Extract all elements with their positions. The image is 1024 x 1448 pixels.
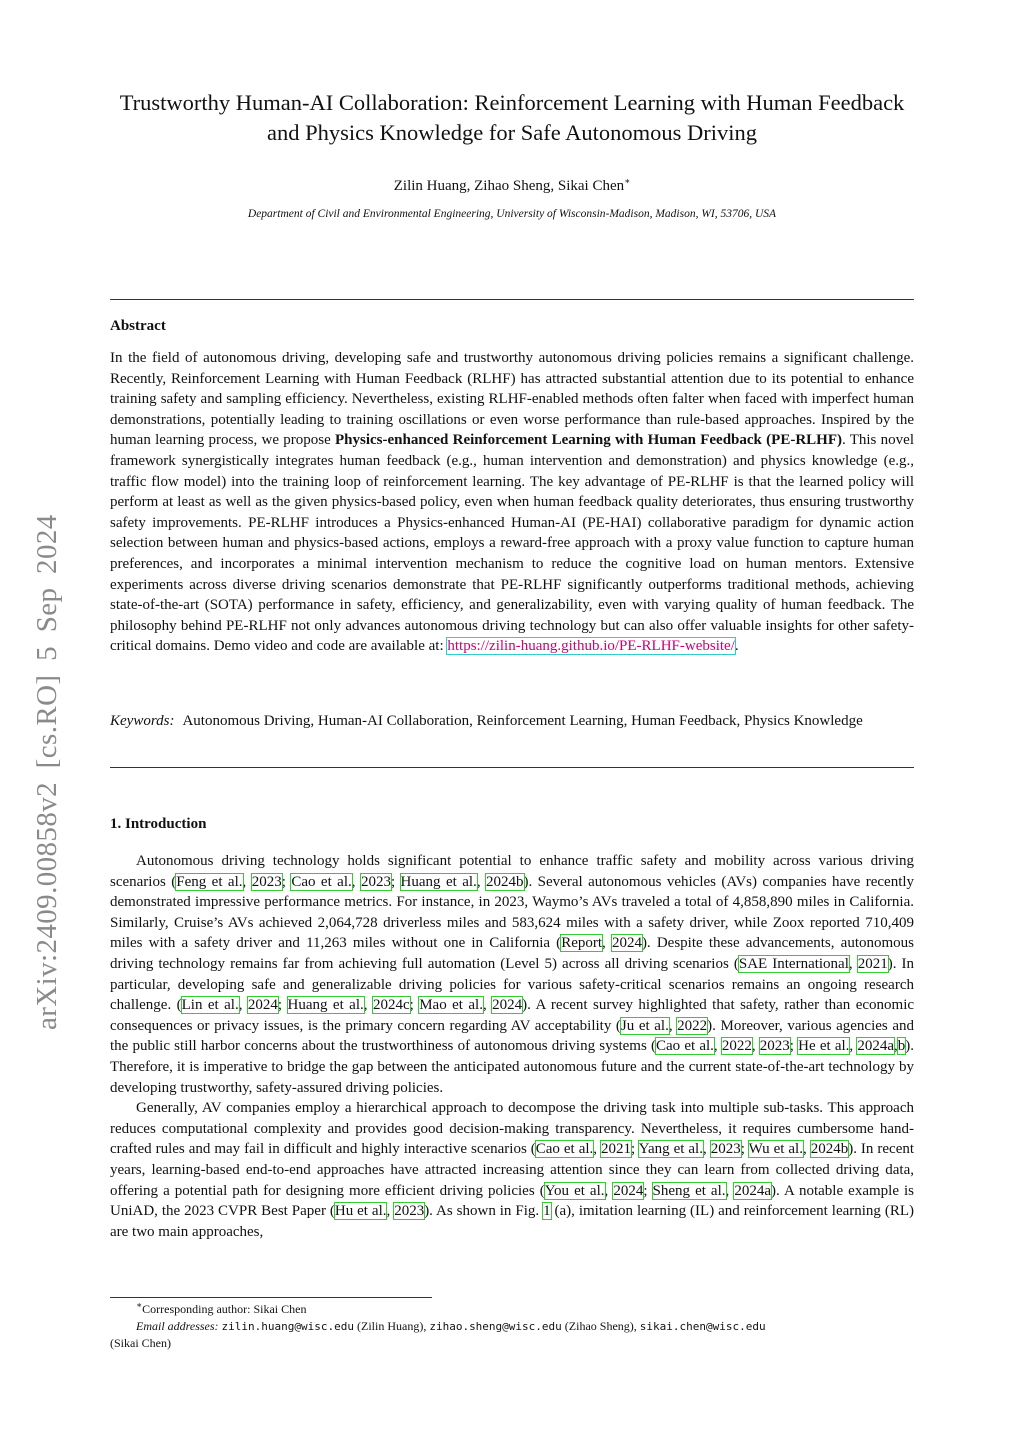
keywords-label: Keywords: [110,713,175,729]
author-list [110,176,914,196]
paragraph-text: ; [281,873,292,890]
citation-link[interactable]: 2023 [759,1038,790,1055]
citation-link[interactable]: Report [561,935,603,952]
citation-link[interactable]: Cao et al. [535,1141,594,1158]
citation-link[interactable]: 2024b [486,873,524,890]
abstract-bottom-rule [110,767,914,768]
paragraph-text: , [604,1182,614,1199]
paragraph-text: ; [390,873,401,890]
paragraph-text: , [751,1038,760,1055]
citation-link[interactable]: Hu et al. [334,1203,387,1220]
paragraph-text: , [894,1038,898,1055]
citation-link[interactable]: 2024 [613,1182,644,1199]
paragraph-text: , [363,997,373,1014]
email-owner: (Sikai Chen) [110,1336,171,1350]
keywords-text: Autonomous Driving, Human-AI Collaboration, Reinforcement Learning, Human Feedback, Physics Knowledge [182,713,863,729]
keywords [110,711,914,732]
email-owner: (Zihao Sheng), [564,1318,637,1333]
email-address[interactable]: sikai.chen@wisc.edu [639,1319,766,1333]
paragraph-text: , [668,1017,678,1034]
abstract-heading: Abstract [110,318,166,334]
section-heading-introduction: 1. Introduction [110,816,207,832]
citation-link[interactable]: 2022 [677,1017,708,1034]
abstract-body [110,348,914,657]
citation-link[interactable]: Ju et al. [620,1017,669,1034]
intro-paragraph-1 [110,851,914,1098]
paragraph-text: , [482,997,493,1014]
citation-link[interactable]: Lin et al. [181,997,239,1014]
citation-link[interactable]: Mao et al. [419,997,483,1014]
paragraph-text: ). Despite these advancements, autonomous driving technology remains far from achieving full automation (Level 5) across all driving scenarios ( [110,935,915,972]
citation-link[interactable]: 2022 [721,1038,752,1055]
paragraph-text: , [713,1038,722,1055]
citation-link[interactable]: 2021 [601,1141,632,1158]
citation-link[interactable]: 2024a [857,1038,895,1055]
abstract-text-1: In the field of autonomous driving, developing safe and trustworthy autonomous driving policies remains a significant challenge. Recently, Reinforcement Learning with Human Feedback (RLHF) has attracted substantial attention due to its potential to enhance training safety and sampling efficiency. Nevertheless, existing RLHF-enabled methods often falter when faced with imperfect human demonstrations, potentially leading to training oscillations or even worse performance than rule-based approaches. Inspired by the human learning process, we propose [110,350,914,449]
paragraph-text: , [242,873,252,890]
footnote-corresponding [110,1301,914,1318]
citation-link[interactable]: Huang et al. [287,997,364,1014]
paragraph-text: ). Several autonomous vehicles (AVs) companies have recently demonstrated impressive performance metrics. For instance, in 2023, Waymo’s AVs traveled a total of 4,858,890 miles in California. Similarly, Cruise’s AVs achieved 2,064,728 driverless miles and 583,624 miles with a safety driver, while Zoox reported 710,409 miles with a safety driver and 11,263 miles without one in California ( [110,873,915,952]
paragraph-text: ). In recent years, learning-based end-to-end approaches have attracted increasing attention since they can learn from collected driving data, offering a potential path for designing more efficient driving policies ( [110,1141,915,1199]
citation-link[interactable]: 2023 [251,873,282,890]
abstract-top-rule [110,299,914,300]
paragraph-text: , [702,1141,711,1158]
corresponding-mark[interactable]: ∗ [624,176,631,186]
paragraph-text: Generally, AV companies employ a hierarchical approach to decompose the driving task into multiple sub-tasks. This approach reduces computational complexity and provides good decision-making transparency. Nevertheless, it requires cumbersome hand-crafted rules and may fail in difficult and highly interactive scenarios ( [110,1100,914,1158]
paragraph-text: ; [277,997,288,1014]
citation-link[interactable]: Sheng et al. [652,1182,726,1199]
citation-link[interactable]: 2024 [247,997,278,1014]
footnote-emails [110,1318,914,1336]
introduction-body [110,851,914,1242]
citation-link[interactable]: Wu et al. [748,1141,803,1158]
paragraph-text: ). Moreover, various agencies and the public still harbor concerns about the trustworthiness of autonomous driving systems ( [110,1017,914,1055]
paper-title: Trustworthy Human-AI Collaboration: Reinforcement Learning with Human Feedback and Physics Knowledge for Safe Autonomous Driving [119,90,905,145]
author-names: Zilin Huang, Zihao Sheng, Sikai Chen [393,178,625,194]
citation-link[interactable]: 2021 [857,955,888,972]
citation-link[interactable]: Cao et al. [291,873,352,890]
citation-link[interactable]: 1 [543,1203,551,1220]
paragraph-text: , [238,997,248,1014]
corresponding-author: Corresponding author: Sikai Chen [142,1302,307,1316]
arxiv-stamp-text[interactable]: arXiv:2409.00858v2 [cs.RO] 5 Sep 2024 [31,514,63,1030]
paragraph-text: , [848,955,858,972]
citation-link[interactable]: 2024 [492,997,523,1014]
abstract-text-3: . [734,638,739,655]
footnote-mark: ∗ [136,1300,143,1310]
email-label: Email addresses: [136,1318,219,1333]
paragraph-text: , [602,935,612,952]
footnote-email-tail [110,1335,914,1352]
citation-link[interactable]: 2023 [360,873,391,890]
citation-link[interactable]: 2023 [710,1141,741,1158]
footnote-rule [110,1297,432,1298]
paragraph-text: ). A notable example is UniAD, the 2023 CVPR Best Paper ( [110,1182,915,1220]
citation-link[interactable]: Yang et al. [638,1141,703,1158]
citation-link[interactable]: You et al. [544,1182,605,1199]
paragraph-text: , [476,873,486,890]
paragraph-text: , [725,1182,735,1199]
paragraph-text: Autonomous driving technology holds significant potential to enhance traffic safety and mobility across various driving scenarios ( [110,853,914,890]
paragraph-text: ). As shown in Fig. [424,1203,544,1220]
paragraph-text: ; [631,1141,639,1158]
paragraph-text: , [802,1141,811,1158]
paragraph-text: ; [409,997,420,1014]
citation-link[interactable]: Cao et al. [655,1038,714,1055]
paragraph-text: , [351,873,361,890]
citation-link[interactable]: He et al. [798,1038,850,1055]
citation-link[interactable]: Huang et al. [400,873,477,890]
paragraph-text: ; [643,1182,653,1199]
paragraph-text: , [849,1038,858,1055]
paragraph-text: (a), imitation learning (IL) and reinforcement learning (RL) are two main approaches, [110,1203,915,1240]
email-address[interactable]: zilin.huang@wisc.edu [221,1319,354,1333]
citation-link[interactable]: 2024a [734,1182,771,1199]
citation-link[interactable]: SAE International [738,955,849,972]
abstract-text-2: . This novel framework synergistically integrates human feedback (e.g., human intervention and demonstration) and physics knowledge (e.g., traffic flow model) into the training loop of reinforcement learning. The key advantage of PE-RLHF is that the learned policy will perform at least as well as the given physics-based policy, even when human feedback quality deteriorates, thus ensuring trustworthy safety improvements. PE-RLHF introduces a Physics-enhanced Human-AI (PE-HAI) collaborative paradigm for dynamic action selection between human and physics-based actions, employs a reward-free approach with a proxy value function to capture human preferences, and incorporates a minimal intervention mechanism to reduce the cognitive load on human mentors. Extensive experiments across diverse driving scenarios demonstrate that PE-RLHF significantly outperforms traditional methods, achieving state-of-the-art (SOTA) performance in safety, efficiency, and generalizability, even with varying quality of human feedback. The philosophy behind PE-RLHF not only advances autonomous driving technology but can also offer valuable insights for other safety-critical domains. Demo video and code are available at: [110,432,914,655]
project-url-link[interactable]: https://zilin-huang.github.io/PE-RLHF-website/ [447,638,735,655]
email-address[interactable]: zihao.sheng@wisc.edu [429,1319,562,1333]
citation-link[interactable]: b [897,1038,906,1055]
email-owner: (Zilin Huang), [357,1318,427,1333]
citation-link[interactable]: 2024b [810,1141,849,1158]
citation-link[interactable]: 2024 [611,935,642,952]
affiliation: Department of Civil and Environmental Engineering, University of Wisconsin-Madison, Madison, WI, 53706, USA [247,208,777,220]
paragraph-text: ). In particular, developing safe and generalizable driving policies for various safety-critical scenarios remains an ongoing research challenge. ( [110,955,914,1014]
citation-link[interactable]: 2024c [372,997,410,1014]
footnote [110,1301,914,1352]
abstract-method-name: Physics-enhanced Reinforcement Learning with Human Feedback (PE-RLHF) [335,432,842,449]
paragraph-text: ; [789,1038,799,1055]
paragraph-text: ). Therefore, it is imperative to bridge the gap between the anticipated autonomous future and the current state-of-the-art technology by developing trustworthy, safety-assured driving policies. [110,1038,915,1096]
paragraph-text: ; [740,1141,749,1158]
paragraph-text: , [593,1141,602,1158]
citation-link[interactable]: Feng et al. [176,873,243,890]
paragraph-text: ). A recent survey highlighted that safety, rather than economic consequences or privacy issues, is the primary concern regarding AV acceptability ( [110,997,915,1034]
citation-link[interactable]: 2023 [394,1203,425,1220]
intro-paragraph-2 [110,1098,914,1242]
paragraph-text: , [386,1203,395,1220]
